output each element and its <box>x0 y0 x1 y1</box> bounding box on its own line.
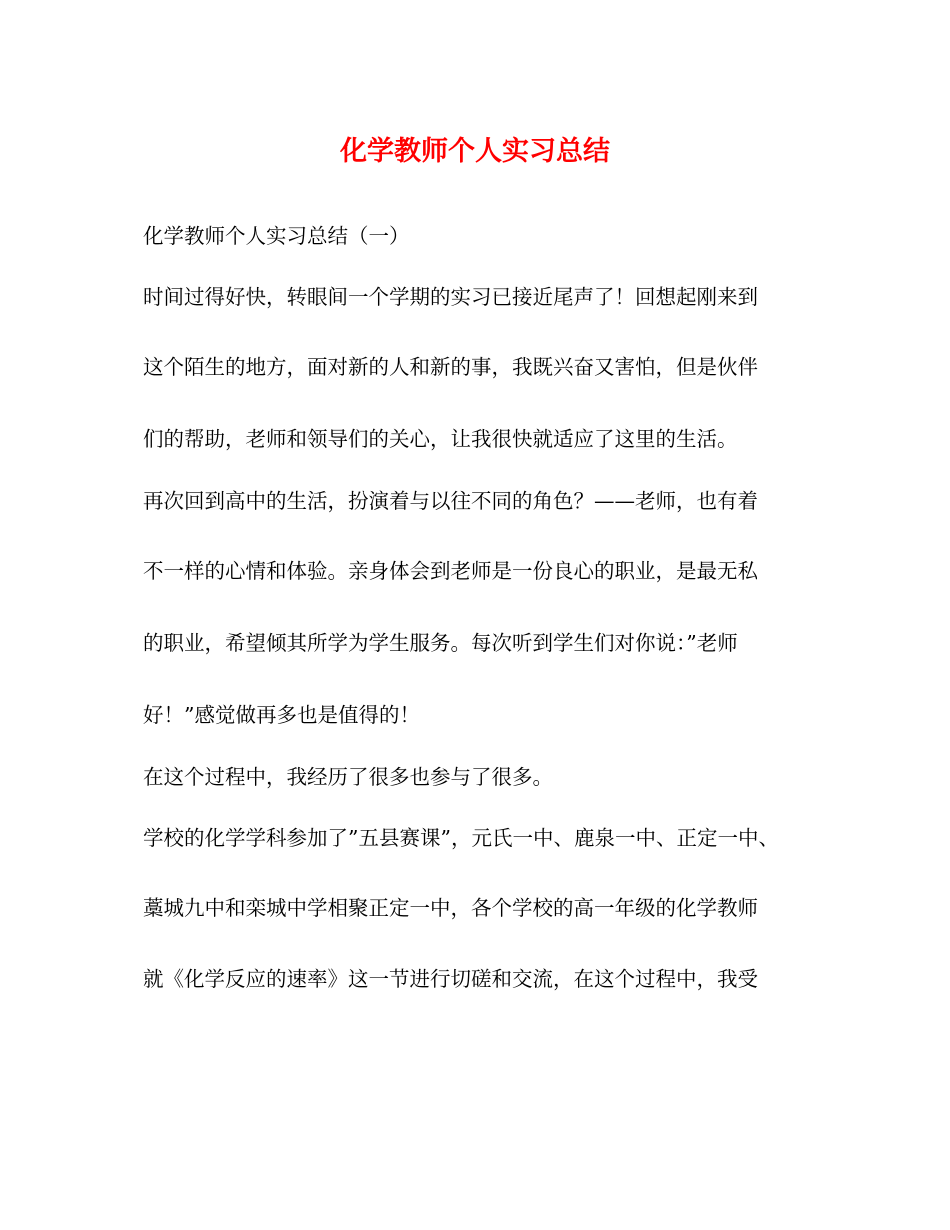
paragraph-line: 学校的化学学科参加了”五县赛课”，元氏一中、鹿泉一中、正定一中、 <box>143 826 779 850</box>
paragraph-line: 这个陌生的地方，面对新的人和新的事，我既兴奋又害怕，但是伙伴 <box>143 355 758 379</box>
paragraph-line: 的职业，希望倾其所学为学生服务。每次听到学生们对你说：”老师 <box>143 631 738 655</box>
paragraph-line: 就《化学反应的速率》这一节进行切磋和交流，在这个过程中，我受 <box>143 967 758 991</box>
paragraph-line: 不一样的心情和体验。亲身体会到老师是一份良心的职业，是最无私 <box>143 559 758 583</box>
paragraph-line: 再次回到高中的生活，扮演着与以往不同的角色？——老师，也有着 <box>143 489 758 513</box>
paragraph-line: 在这个过程中，我经历了很多也参与了很多。 <box>143 765 553 789</box>
paragraph-line: 藁城九中和栾城中学相聚正定一中，各个学校的高一年级的化学教师 <box>143 896 758 920</box>
paragraph-line: 们的帮助，老师和领导们的关心，让我很快就适应了这里的生活。 <box>143 427 738 451</box>
subtitle-line: 化学教师个人实习总结（一） <box>143 224 410 248</box>
paragraph-line: 时间过得好快，转眼间一个学期的实习已接近尾声了！回想起刚来到 <box>143 285 758 309</box>
document-title: 化学教师个人实习总结 <box>340 136 610 167</box>
paragraph-line: 好！”感觉做再多也是值得的！ <box>143 703 420 727</box>
